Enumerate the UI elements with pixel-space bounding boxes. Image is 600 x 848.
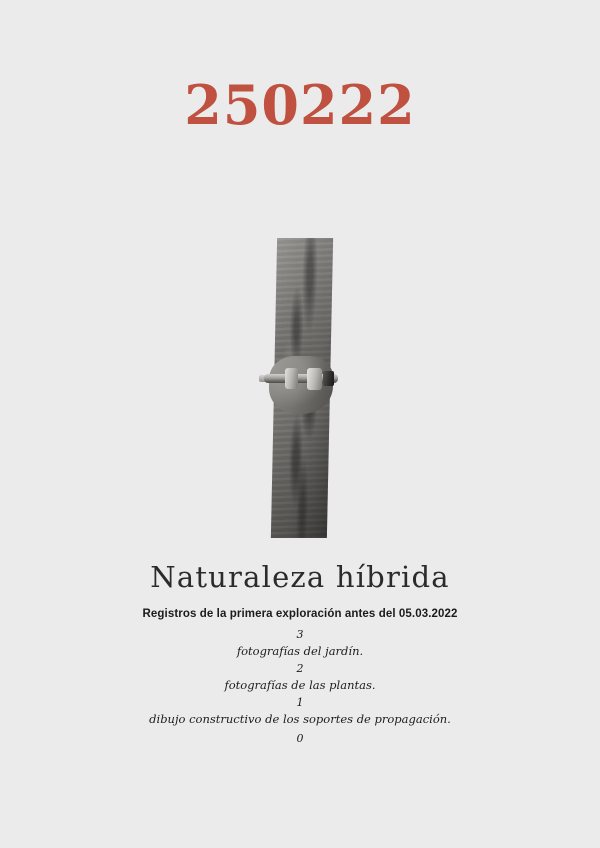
index-label: fotografías de las plantas. [224,678,376,692]
index-number: 1 [296,696,304,709]
index-label: dibujo constructivo de los soportes de propagación. [149,712,451,726]
tree-trunk-photo [257,238,343,538]
bolt-nut-icon [323,371,334,386]
index-number: 3 [296,628,304,641]
contents-index [0,626,600,747]
bolt-cap-left-icon [285,368,298,389]
list-item [0,660,600,694]
photograph-container [0,238,600,538]
bolt-cap-right-icon [307,368,322,390]
index-label: fotografías del jardín. [236,644,364,658]
poster-subtitle: Registros de la primera exploración antes del 05.03.2022 [142,608,458,620]
poster-title: Naturaleza híbrida [150,560,450,594]
index-end-number: 0 [296,732,304,745]
list-item [0,694,600,728]
page-title: 250222 [184,73,416,137]
index-number: 2 [296,662,304,675]
list-item [0,626,600,660]
